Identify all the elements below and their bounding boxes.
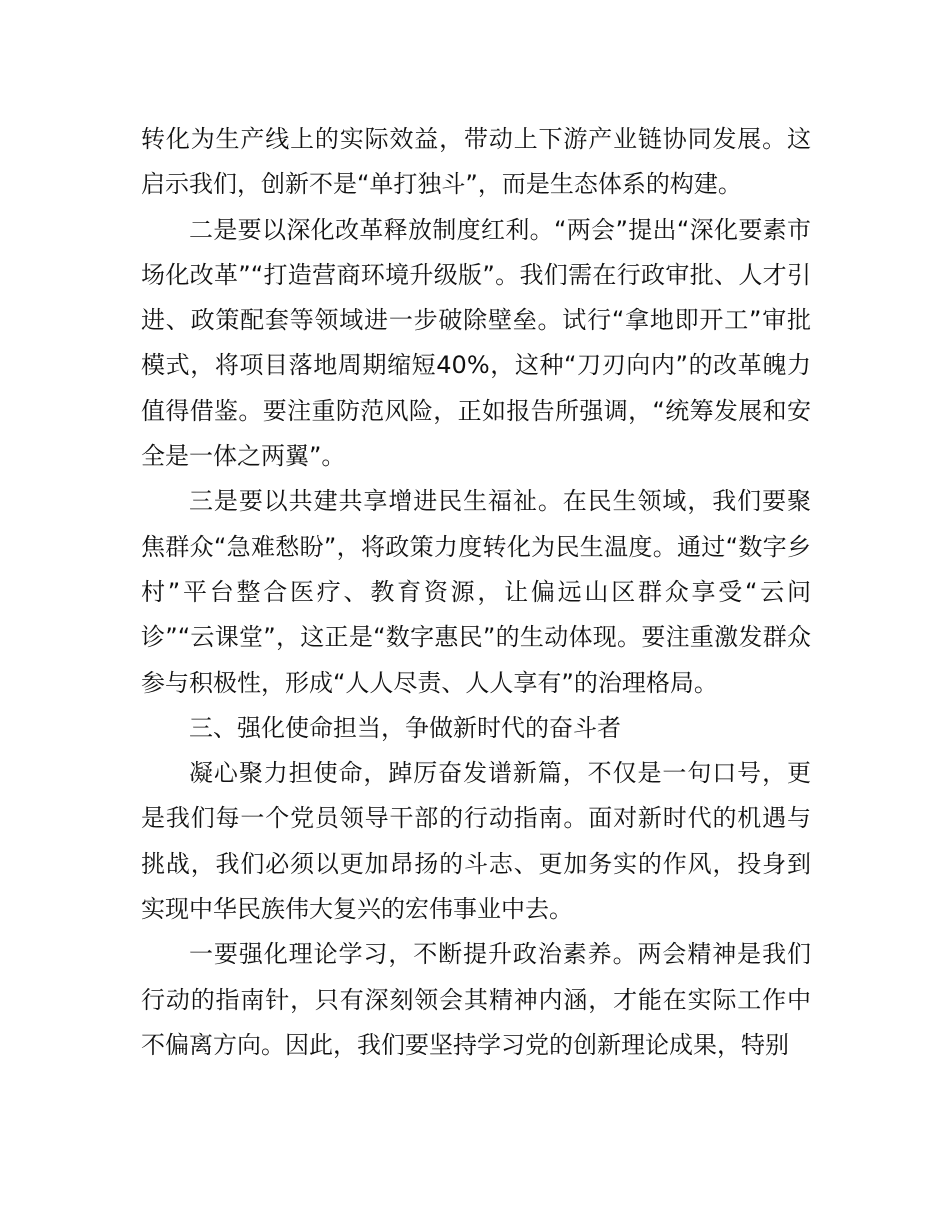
paragraph-theory-study: 一要强化理论学习，不断提升政治素养。两会精神是我们行动的指南针，只有深刻领会其精神内涵，才能在实际工作中不偏离方向。因此，我们要坚持学习党的创新理论成果，特别 [141,940,811,1059]
paragraph-mission: 凝心聚力担使命，踔厉奋发谱新篇，不仅是一句口号，更是我们每一个党员领导干部的行动指南。面对新时代的机遇与挑战，我们必须以更加昂扬的斗志、更加务实的作风，投身到实现中华民族伟大复兴的宏伟事业中去。 [141,759,811,924]
paragraph-livelihood: 三是要以共建共享增进民生福祉。在民生领域，我们要聚焦群众“急难愁盼”，将政策力度转化为民生温度。通过“数字乡村”平台整合医疗、教育资源，让偏远山区群众享受“云问诊”“云课堂”，这正是“数字惠民”的生动体现。要注重激发群众参与积极性，形成“人人尽责、人人享有”的治理格局。 [141,487,811,697]
paragraph-reform: 二是要以深化改革释放制度红利。“两会”提出“深化要素市场化改革”“打造营商环境升级版”。我们需在行政审批、人才引进、政策配套等领域进一步破除壁垒。试行“拿地即开工”审批模式，将项目落地周期缩短40%，这种“刀刃向内”的改革魄力值得借鉴。要注重防范风险，正如报告所强调，“统筹发展和安全是一体之两翼”。 [141,215,811,471]
paragraph-continuation: 转化为生产线上的实际效益，带动上下游产业链协同发展。这启示我们，创新不是“单打独斗”，而是生态体系的构建。 [141,125,811,199]
document-body [141,117,811,1068]
section-heading-mission: 三、强化使命担当，争做新时代的奋斗者 [189,713,621,742]
